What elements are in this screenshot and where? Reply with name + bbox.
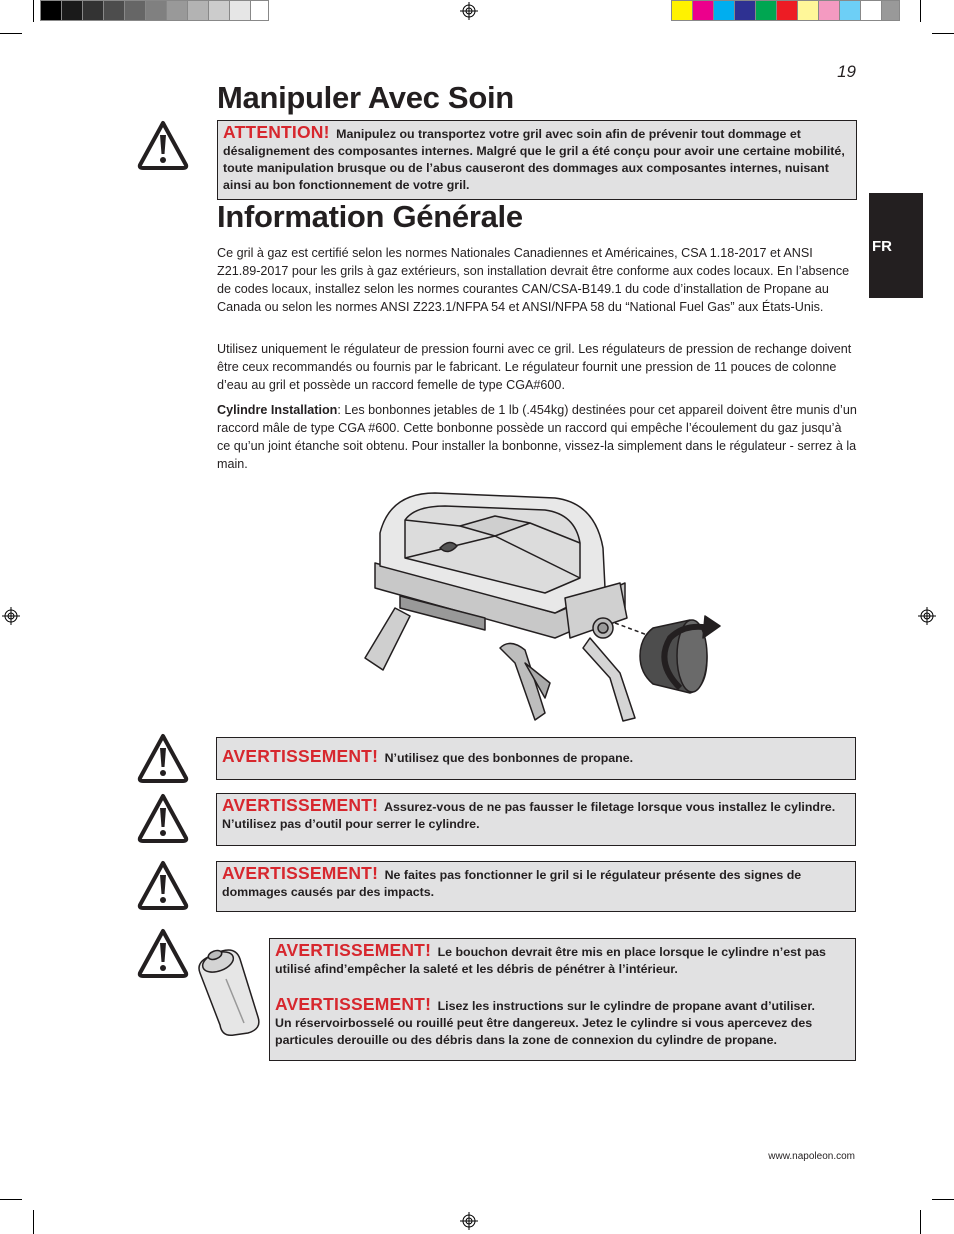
paragraph-certification: Ce gril à gaz est certifié selon les normes Nationales Canadiennes et Américaines, CSA 1.18-2017 et ANSI Z21.89-2017 pour les grils à gaz extérieurs, son installation devrait être conforme aux codes locaux. En l’absence de codes locaux, installez selon les normes courantes CAN/CSA-B149.1 du code d’installation de Propane au Canada ou selon les normes ANSI Z223.1/NFPA 54 et ANSI/NFPA 58 du “National Fuel Gas” aux États-Unis.: [217, 246, 850, 314]
grill-illustration: [335, 488, 735, 728]
warning-label: AVERTISSEMENT!: [222, 863, 379, 883]
warning-text-continued: Un réservoirbosselé ou rouillé peut être dangereux. Jetez le cylindre si vous apercevez des particules derouille ou des débris dans la zone de connexion du cylindre de propane.: [275, 1016, 813, 1047]
registration-mark-icon: [460, 1212, 478, 1230]
warning-triangle-icon: [137, 733, 189, 783]
paragraph-cylinder-installation: [217, 401, 857, 473]
warning-box-threading: [216, 793, 856, 846]
warning-label: AVERTISSEMENT!: [222, 795, 379, 815]
section-title-handling: Manipuler Avec Soin: [217, 80, 514, 115]
warning-box-regulator-damage: [216, 861, 856, 912]
registration-mark-icon: [460, 2, 478, 20]
warning-label: AVERTISSEMENT!: [275, 940, 432, 960]
warning-box-cylinder: [269, 938, 856, 1061]
attention-box: [217, 120, 857, 200]
warning-text: Le bouchon devrait être mis en place lorsque le cylindre n’est pas utilisé afind’empêcher la saleté et les débris de pénétrer à l’intérieur.: [275, 945, 826, 976]
language-tab: FR: [869, 193, 923, 298]
registration-mark-icon: [2, 607, 20, 625]
warning-text: N’utilisez que des bonbonnes de propane.: [384, 751, 634, 765]
section-title-general-info: Information Générale: [217, 199, 523, 234]
warning-text: Assurez-vous de ne pas fausser le filetage lorsque vous installez le cylindre. N’utilisez pas d’outil pour serrer le cylindre.: [222, 800, 836, 831]
warning-triangle-icon: [137, 793, 189, 843]
warning-text: Lisez les instructions sur le cylindre de propane avant d’utiliser.: [437, 999, 815, 1013]
warning-read-block: [275, 996, 850, 1049]
registration-mark-icon: [918, 607, 936, 625]
paragraph-regulator: Utilisez uniquement le régulateur de pression fourni avec ce gril. Les régulateurs de pression de rechange doivent être ceux recommandés ou fournis par le fabricant. Le régulateur fournit une pression de 11 pouces de colonne d’eau au gril et possède un raccord femelle de type CGA#600.: [217, 342, 852, 392]
footer-url: www.napoleon.com: [768, 1151, 855, 1162]
cylinder-installation-heading: Cylindre Installation: [217, 403, 338, 417]
warning-text: Ne faites pas fonctionner le gril si le régulateur présente des signes de dommages causés par des impacts.: [222, 868, 802, 899]
propane-cylinder-illustration: [192, 945, 264, 1037]
warning-triangle-icon: [137, 928, 189, 978]
warning-cap-block: [275, 942, 850, 978]
warning-label: AVERTISSEMENT!: [275, 994, 432, 1014]
attention-label: ATTENTION!: [223, 122, 330, 142]
page-number: 19: [837, 62, 856, 81]
cylinder-installation-text: : Les bonbonnes jetables de 1 lb (.454kg) destinées pour cet appareil doivent être munis d’un raccord mâle de type CGA #600. Cette bonbonne possède un raccord qui empêche l’écoulement du gaz jusqu’à ce qu’un joint étanche soit obtenu. Pour installer la bonbonne, vissez-la simplement dans le régulateur - serrez à la main.: [217, 403, 857, 471]
attention-text: Manipulez ou transportez votre gril avec soin afin de prévenir tout dommage et désalignement des composantes internes. Malgré que le gril a été conçu pour avoir une certaine mobilité, toute manipulation brusque ou de l’abus causeront des dommages aux composantes internes, nuisant ainsi au bon fonctionnement de votre gril.: [223, 127, 845, 192]
warning-label: AVERTISSEMENT!: [222, 746, 379, 766]
warning-triangle-icon: [137, 120, 189, 170]
warning-box-propane-only: [216, 737, 856, 780]
warning-triangle-icon: [137, 860, 189, 910]
